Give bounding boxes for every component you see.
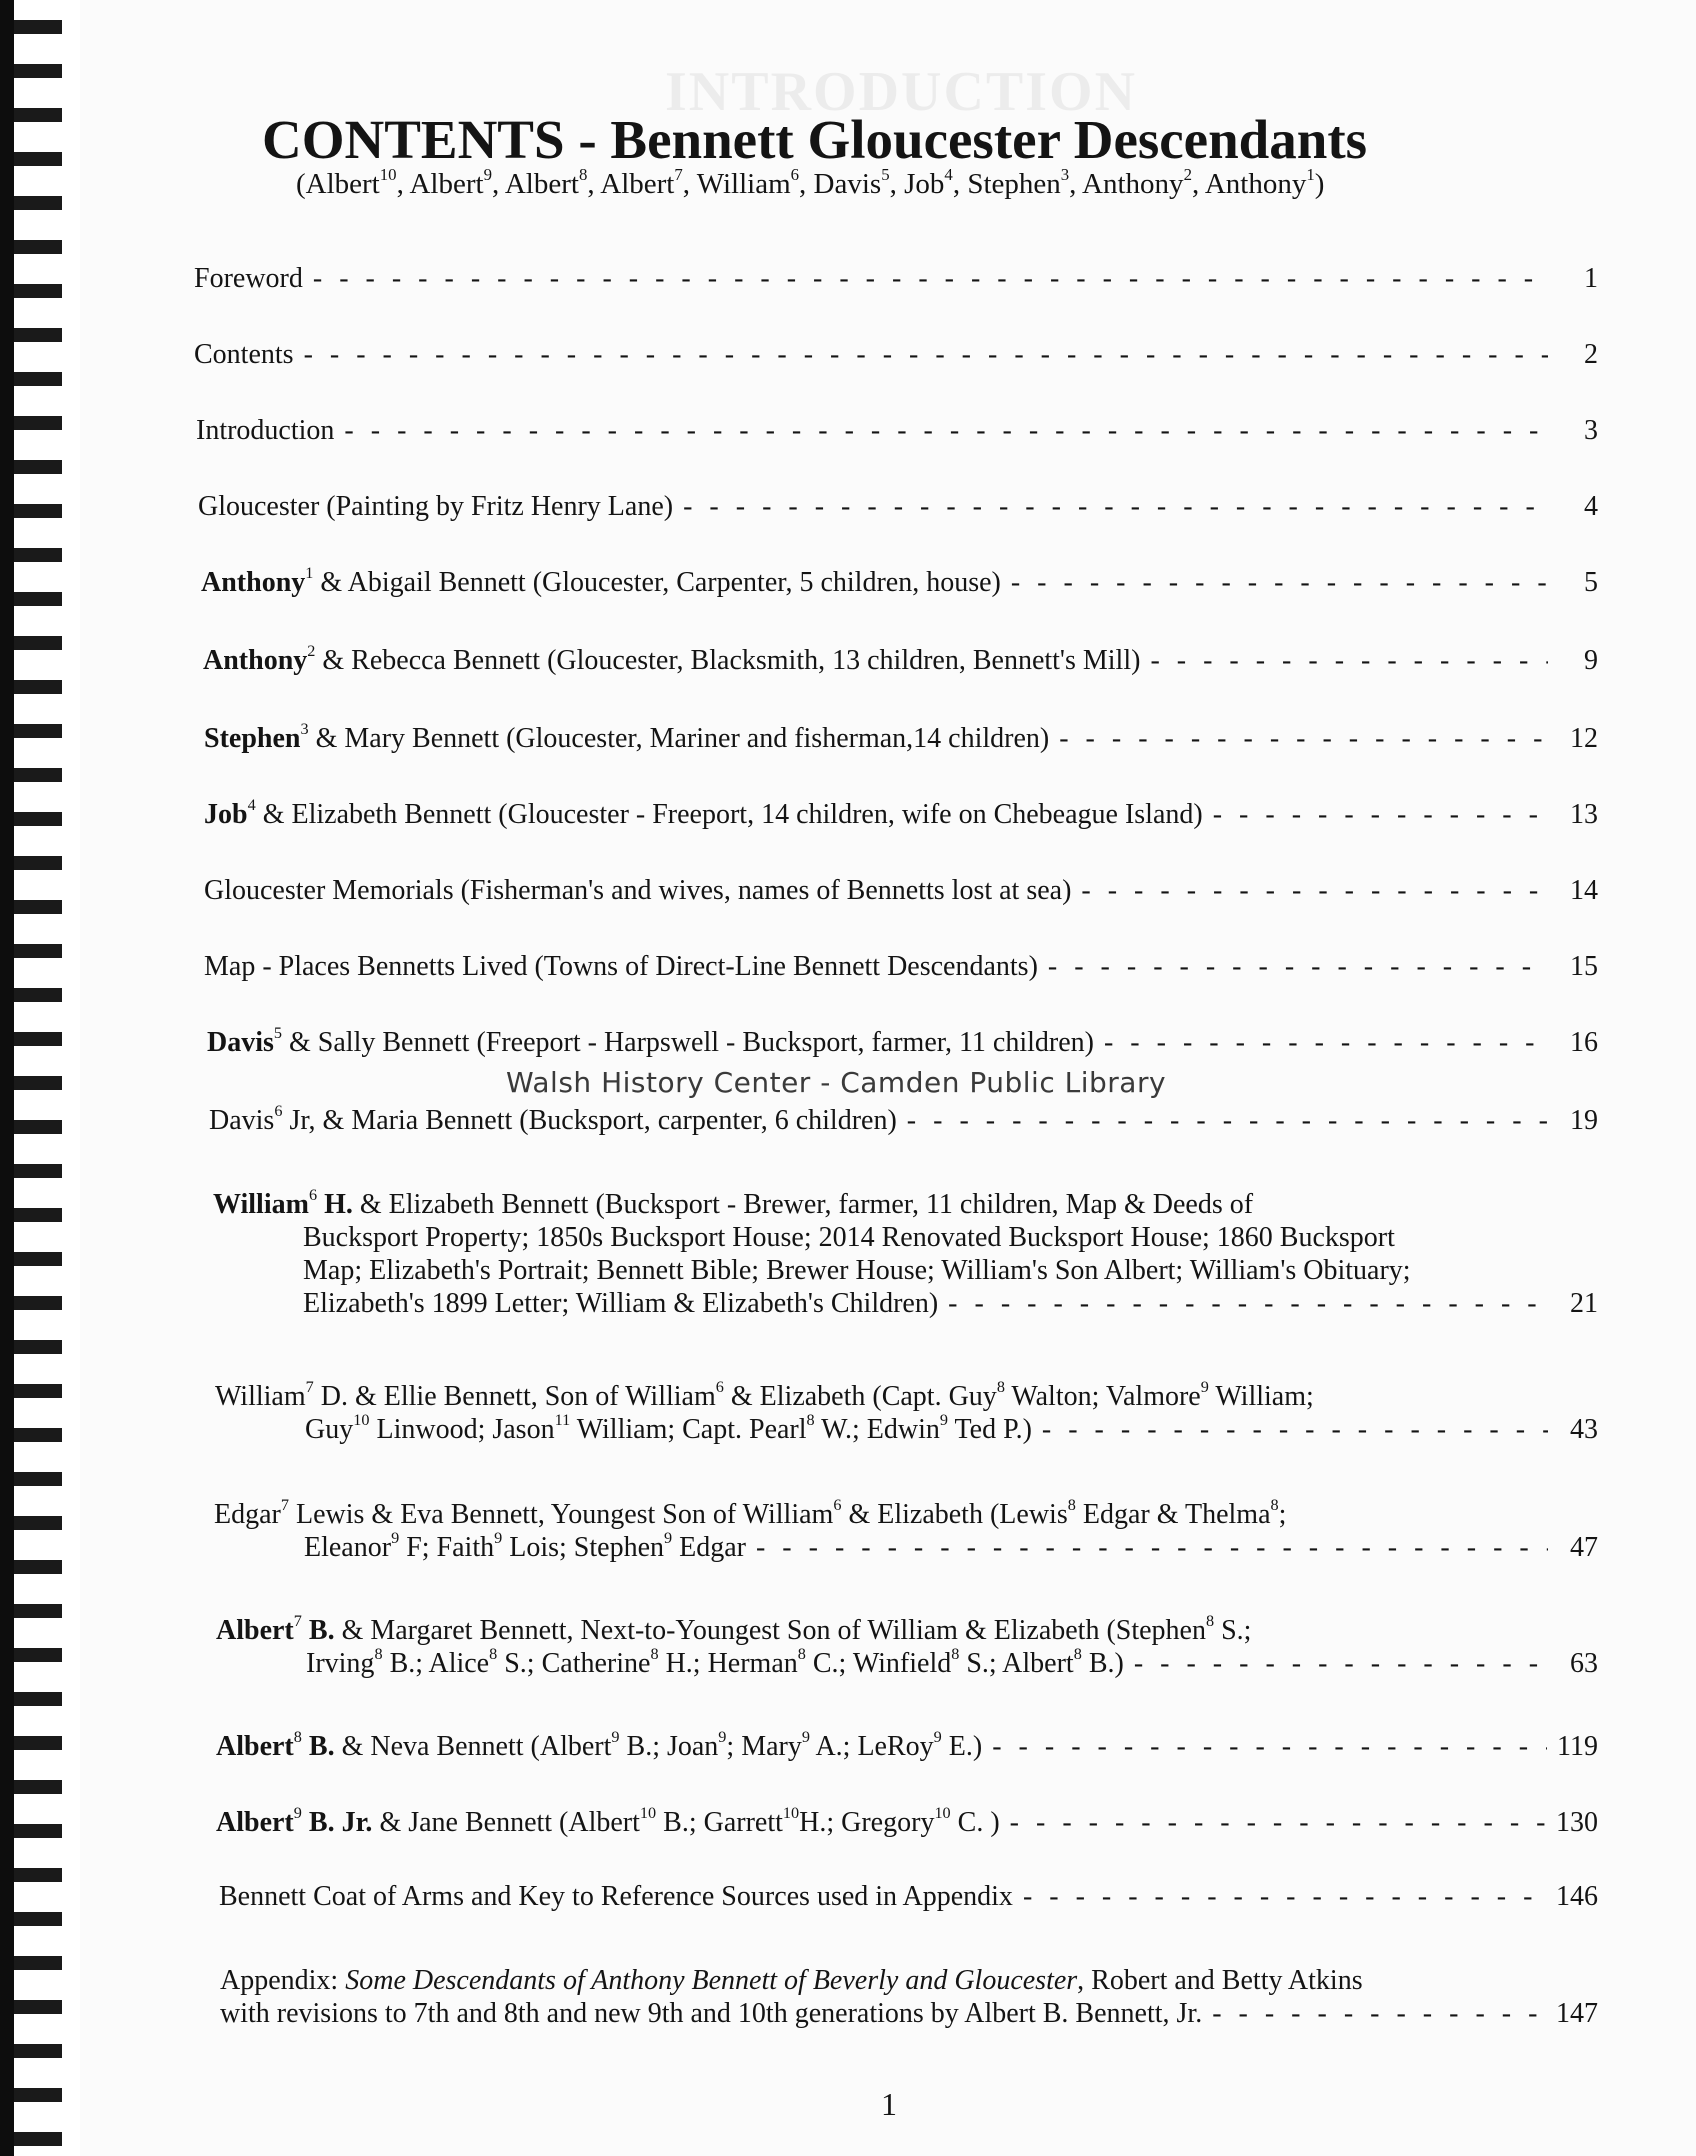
toc-line: [213, 1221, 1598, 1254]
superscript: 6: [308, 1186, 318, 1205]
text-run: C.; Winfield: [805, 1648, 952, 1679]
text-run: B.): [1081, 1648, 1124, 1679]
text-run: & Elizabeth (Lewis: [841, 1499, 1068, 1530]
toc-entry-title: [198, 490, 673, 523]
dot-leader: [1059, 722, 1548, 755]
superscript: 9: [718, 1728, 727, 1747]
text-run: Bennett Coat of Arms and Key to Reference Sources used in Appendix: [219, 1881, 1013, 1912]
superscript: 8: [1067, 1496, 1076, 1515]
text-run: Stephen: [204, 723, 301, 754]
text-run: ;: [1278, 1499, 1287, 1530]
toc-entry: [203, 644, 1598, 677]
superscript: 9: [494, 1529, 503, 1548]
text-run: Elizabeth's 1899 Letter; William & Elizabeth's Children): [303, 1288, 939, 1319]
text-run: S.; Catherine: [497, 1648, 651, 1679]
text-run: Edgar: [672, 1532, 746, 1563]
superscript: 10: [353, 1411, 370, 1430]
text-run: Lois; Stephen: [502, 1532, 664, 1563]
toc-entry-title: [207, 1026, 1094, 1059]
toc-entry: [216, 1806, 1598, 1839]
superscript: 1: [305, 564, 314, 583]
text-run: H.; Gregory: [799, 1807, 935, 1838]
text-run: Job: [204, 799, 248, 830]
superscript: 11: [554, 1411, 571, 1430]
toc-line: [194, 338, 1598, 371]
toc-page-number: 9: [1584, 645, 1598, 676]
text-run: & Elizabeth (Capt. Guy: [723, 1381, 997, 1412]
toc-entry: [209, 1104, 1598, 1137]
superscript: 5: [881, 164, 890, 184]
text-run: Appendix:: [220, 1965, 346, 1996]
superscript: 3: [300, 720, 309, 739]
text-run: , Stephen: [952, 168, 1061, 200]
toc-line: [196, 414, 1598, 447]
toc-entry: [204, 874, 1598, 907]
toc-entry-title: [194, 338, 294, 371]
superscript: 4: [247, 796, 256, 815]
dot-leader: [907, 1104, 1548, 1137]
text-run: (Albert: [296, 168, 380, 200]
text-run: & Neva Bennett (Albert: [334, 1731, 612, 1762]
text-run: , Albert: [587, 168, 675, 200]
toc-entry: [219, 1880, 1598, 1913]
toc-entry: [204, 950, 1598, 983]
text-run: & Sally Bennett (Freeport - Harpswell - Bucksport, farmer, 11 children): [282, 1027, 1094, 1058]
toc-entry: [207, 1026, 1598, 1059]
toc-page-number: 14: [1570, 875, 1598, 906]
page-title: CONTENTS - Bennett Gloucester Descendants: [262, 109, 1368, 170]
footer-page-number: 1: [881, 2086, 897, 2122]
toc-page-number: 147: [1556, 1998, 1598, 2029]
toc-line: [209, 1104, 1598, 1137]
toc-entry-title: [209, 1104, 897, 1137]
text-run: Contents: [194, 339, 294, 370]
toc-line: [214, 1531, 1598, 1564]
toc-page-number: 47: [1570, 1532, 1598, 1563]
text-run: H.; Herman: [658, 1648, 798, 1679]
superscript: 8: [489, 1645, 498, 1664]
text-run: Anthony: [203, 645, 308, 676]
text-run: , William: [682, 168, 791, 200]
toc-page-number: 146: [1556, 1881, 1598, 1912]
toc-entry: [215, 1380, 1598, 1446]
text-run: Map; Elizabeth's Portrait; Bennett Bible; Brewer House; William's Son Albert; William's Obituary;: [303, 1255, 1411, 1286]
text-run: D. & Ellie Bennett, Son of William: [313, 1381, 716, 1412]
text-run: Some Descendants of Anthony Bennett of Beverly and Gloucester: [345, 1965, 1078, 1996]
superscript: 8: [293, 1728, 302, 1747]
superscript: 9: [939, 1411, 949, 1430]
toc-line: [203, 644, 1598, 677]
toc-page-number: 43: [1570, 1414, 1598, 1445]
text-run: & Margaret Bennett, Next-to-Youngest Son of William & Elizabeth (Stephen: [334, 1615, 1206, 1646]
text-run: , Job: [889, 168, 945, 200]
toc-page-number: 4: [1584, 491, 1598, 522]
dot-leader: [683, 490, 1548, 523]
text-run: ): [1314, 168, 1325, 200]
toc-line: [194, 262, 1598, 295]
text-run: Albert: [216, 1731, 294, 1762]
toc-entry: [194, 338, 1598, 371]
toc-line: [215, 1413, 1598, 1446]
toc-entry-title: [216, 1806, 1000, 1839]
toc-page-number: 5: [1584, 567, 1598, 598]
toc-page-number: 119: [1557, 1731, 1598, 1762]
superscript: 3: [1060, 164, 1070, 184]
toc-entry: [198, 490, 1598, 523]
text-run: , Albert: [491, 168, 579, 200]
text-run: & Elizabeth Bennett (Bucksport - Brewer, farmer, 11 children, Map & Deeds of: [352, 1189, 1254, 1220]
toc-entry: [220, 1964, 1598, 2030]
text-run: Walton; Valmore: [1004, 1381, 1201, 1412]
dot-leader: [1023, 1880, 1546, 1913]
toc-line: [213, 1254, 1598, 1287]
text-run: William: [213, 1189, 309, 1220]
superscript: 7: [280, 1496, 289, 1515]
toc-line: [207, 1026, 1598, 1059]
toc-entry-title: [194, 262, 303, 295]
toc-line: [204, 798, 1598, 831]
text-run: E.): [941, 1731, 983, 1762]
toc-entry-title: [220, 1997, 1202, 2030]
text-run: & Jane Bennett (Albert: [372, 1807, 640, 1838]
superscript: 2: [1183, 164, 1192, 184]
superscript: 10: [639, 1804, 657, 1823]
text-run: S.; Albert: [959, 1648, 1074, 1679]
dot-leader: [1104, 1026, 1548, 1059]
text-run: Linwood; Jason: [369, 1414, 555, 1445]
dot-leader: [992, 1730, 1547, 1763]
toc-entry: [216, 1730, 1598, 1763]
toc-page-number: 3: [1584, 415, 1598, 446]
superscript: 5: [273, 1024, 283, 1043]
text-run: B.: [301, 1615, 335, 1646]
text-run: Davis: [209, 1105, 275, 1136]
toc-page-number: 130: [1556, 1807, 1598, 1838]
toc-entry-title: [204, 798, 1203, 831]
toc-line: [216, 1806, 1598, 1839]
text-run: Gloucester Memorials (Fisherman's and wives, names of Bennetts lost at sea): [204, 875, 1072, 906]
superscript: 9: [293, 1804, 302, 1823]
superscript: 6: [715, 1378, 724, 1397]
text-run: Eleanor: [304, 1532, 392, 1563]
toc-line: [220, 1964, 1598, 1997]
bleed-through-heading: INTRODUCTION: [665, 61, 1138, 123]
text-run: Edgar: [214, 1499, 281, 1530]
toc-entry: [213, 1188, 1598, 1320]
dot-leader: [1048, 950, 1548, 983]
text-run: Guy: [305, 1414, 354, 1445]
dot-leader: [344, 414, 1548, 447]
superscript: 9: [933, 1728, 942, 1747]
toc-line: [213, 1188, 1598, 1221]
toc-entry-title: [204, 722, 1049, 755]
toc-line: [204, 722, 1598, 755]
toc-line: [215, 1380, 1598, 1413]
superscript: 9: [611, 1728, 620, 1747]
toc-entry: [201, 566, 1598, 599]
text-run: Foreword: [194, 263, 303, 294]
text-run: Map - Places Bennetts Lived (Towns of Direct-Line Bennett Descendants): [204, 951, 1038, 982]
text-run: Edgar & Thelma: [1075, 1499, 1271, 1530]
toc-entry-title: [201, 566, 1001, 599]
text-run: , Anthony: [1191, 168, 1307, 200]
superscript: 8: [374, 1645, 383, 1664]
text-run: Albert: [216, 1615, 294, 1646]
toc-page-number: 16: [1570, 1027, 1598, 1058]
superscript: 10: [782, 1804, 800, 1823]
dot-leader: [1150, 644, 1548, 677]
superscript: 8: [806, 1411, 815, 1430]
superscript: 9: [483, 164, 492, 184]
watermark-text: Walsh History Center - Camden Public Library: [506, 1066, 1167, 1099]
text-run: William: [215, 1381, 306, 1412]
text-run: , Davis: [799, 168, 882, 200]
text-run: & Abigail Bennett (Gloucester, Carpenter, 5 children, house): [313, 567, 1001, 598]
text-run: A.; LeRoy: [809, 1731, 934, 1762]
dot-leader: [1010, 1806, 1546, 1839]
toc-entry: [204, 722, 1598, 755]
superscript: 2: [307, 642, 316, 661]
superscript: 8: [951, 1645, 960, 1664]
toc-entry-title: [214, 1531, 746, 1564]
dot-leader: [948, 1287, 1548, 1320]
superscript: 9: [1200, 1378, 1209, 1397]
text-run: B.: [301, 1731, 335, 1762]
toc-entry-title: [215, 1413, 1032, 1446]
toc-entry: [204, 798, 1598, 831]
superscript: 7: [293, 1612, 302, 1631]
dot-leader: [1011, 566, 1548, 599]
superscript: 4: [944, 164, 953, 184]
toc-page-number: 2: [1584, 339, 1598, 370]
dot-leader: [304, 338, 1548, 371]
text-run: B.; Alice: [382, 1648, 490, 1679]
toc-page-number: 1: [1584, 263, 1598, 294]
text-run: F; Faith: [399, 1532, 495, 1563]
text-run: , Anthony: [1069, 168, 1184, 200]
text-run: with revisions to 7th and 8th and new 9th and 10th generations by Albert B. Bennett, Jr.: [220, 1998, 1203, 2029]
text-run: Jr, & Maria Bennett (Bucksport, carpenter, 6 children): [282, 1105, 897, 1136]
text-run: , Albert: [396, 168, 484, 200]
text-run: Lewis & Eva Bennett, Youngest Son of William: [288, 1499, 834, 1530]
toc-entry-title: [216, 1730, 982, 1763]
toc-line: [216, 1730, 1598, 1763]
superscript: 8: [650, 1645, 659, 1664]
text-run: W.; Edwin: [814, 1414, 940, 1445]
superscript: 8: [996, 1378, 1005, 1397]
toc-entry-title: [204, 950, 1038, 983]
dot-leader: [1134, 1647, 1548, 1680]
text-run: ; Mary: [726, 1731, 802, 1762]
superscript: 7: [305, 1378, 314, 1397]
text-run: Ted P.): [948, 1414, 1032, 1445]
superscript: 9: [391, 1529, 400, 1548]
dot-leader: [756, 1531, 1548, 1564]
text-run: Davis: [207, 1027, 274, 1058]
superscript: 7: [674, 164, 683, 184]
toc-line: [198, 490, 1598, 523]
superscript: 10: [934, 1804, 951, 1823]
text-run: B.; Joan: [619, 1731, 719, 1762]
text-run: H.: [317, 1189, 353, 1220]
text-run: Albert: [216, 1807, 294, 1838]
text-run: B.; Garrett: [656, 1807, 783, 1838]
toc-page-number: 13: [1570, 799, 1598, 830]
text-run: William;: [1208, 1381, 1314, 1412]
superscript: 10: [379, 164, 397, 184]
text-run: , Robert and Betty Atkins: [1077, 1965, 1363, 1996]
toc-page-number: 19: [1570, 1105, 1598, 1136]
toc-line: [201, 566, 1598, 599]
superscript: 6: [833, 1496, 842, 1515]
dot-leader: [1212, 1997, 1546, 2030]
text-run: Bucksport Property; 1850s Bucksport House; 2014 Renovated Bucksport House; 1860 Bucksport: [303, 1222, 1395, 1253]
superscript: 8: [578, 164, 588, 184]
toc-entry-title: [204, 874, 1071, 907]
text-run: & Mary Bennett (Gloucester, Mariner and fisherman,14 children): [308, 723, 1050, 754]
dot-leader: [1042, 1413, 1548, 1446]
toc-line: [216, 1647, 1598, 1680]
toc-entry: [214, 1498, 1598, 1564]
toc-entry-title: [196, 414, 334, 447]
text-run: S.;: [1214, 1615, 1252, 1646]
text-run: Anthony: [201, 567, 306, 598]
toc-page-number: 15: [1570, 951, 1598, 982]
text-run: Introduction: [196, 415, 335, 446]
toc-page-number: 63: [1570, 1648, 1598, 1679]
toc-entry-title: [216, 1647, 1124, 1680]
superscript: 8: [1270, 1496, 1279, 1515]
toc-entry-title: [203, 644, 1140, 677]
superscript: 6: [790, 164, 800, 184]
toc-entry: [194, 262, 1598, 295]
text-run: & Elizabeth Bennett (Gloucester - Freeport, 14 children, wife on Chebeague Island): [255, 799, 1203, 830]
text-run: Gloucester (Painting by Fritz Henry Lane): [198, 491, 674, 522]
superscript: 9: [801, 1728, 810, 1747]
toc-line: [214, 1498, 1598, 1531]
toc-line: [204, 874, 1598, 907]
text-run: William; Capt. Pearl: [570, 1414, 807, 1445]
superscript: 8: [797, 1645, 806, 1664]
dot-leader: [1213, 798, 1548, 831]
superscript: 9: [664, 1529, 673, 1548]
toc-entry-title: [219, 1880, 1013, 1913]
toc-entry-title: [213, 1287, 938, 1320]
toc-entry: [196, 414, 1598, 447]
dot-leader: [313, 262, 1548, 295]
toc-line: [219, 1880, 1598, 1913]
text-run: Irving: [306, 1648, 375, 1679]
toc-line: [220, 1997, 1598, 2030]
dot-leader: [1081, 874, 1548, 907]
toc-entry: [216, 1614, 1598, 1680]
text-run: & Rebecca Bennett (Gloucester, Blacksmith, 13 children, Bennett's Mill): [315, 645, 1141, 676]
toc-line: [216, 1614, 1598, 1647]
toc-line: [204, 950, 1598, 983]
superscript: 8: [1073, 1645, 1082, 1664]
toc-page-number: 12: [1570, 723, 1598, 754]
superscript: 6: [274, 1102, 283, 1121]
toc-line: [213, 1287, 1598, 1320]
text-run: C. ): [950, 1807, 1000, 1838]
superscript: 1: [1306, 164, 1315, 184]
text-run: B. Jr.: [301, 1807, 373, 1838]
toc-page-number: 21: [1570, 1288, 1598, 1319]
superscript: 8: [1205, 1612, 1215, 1631]
